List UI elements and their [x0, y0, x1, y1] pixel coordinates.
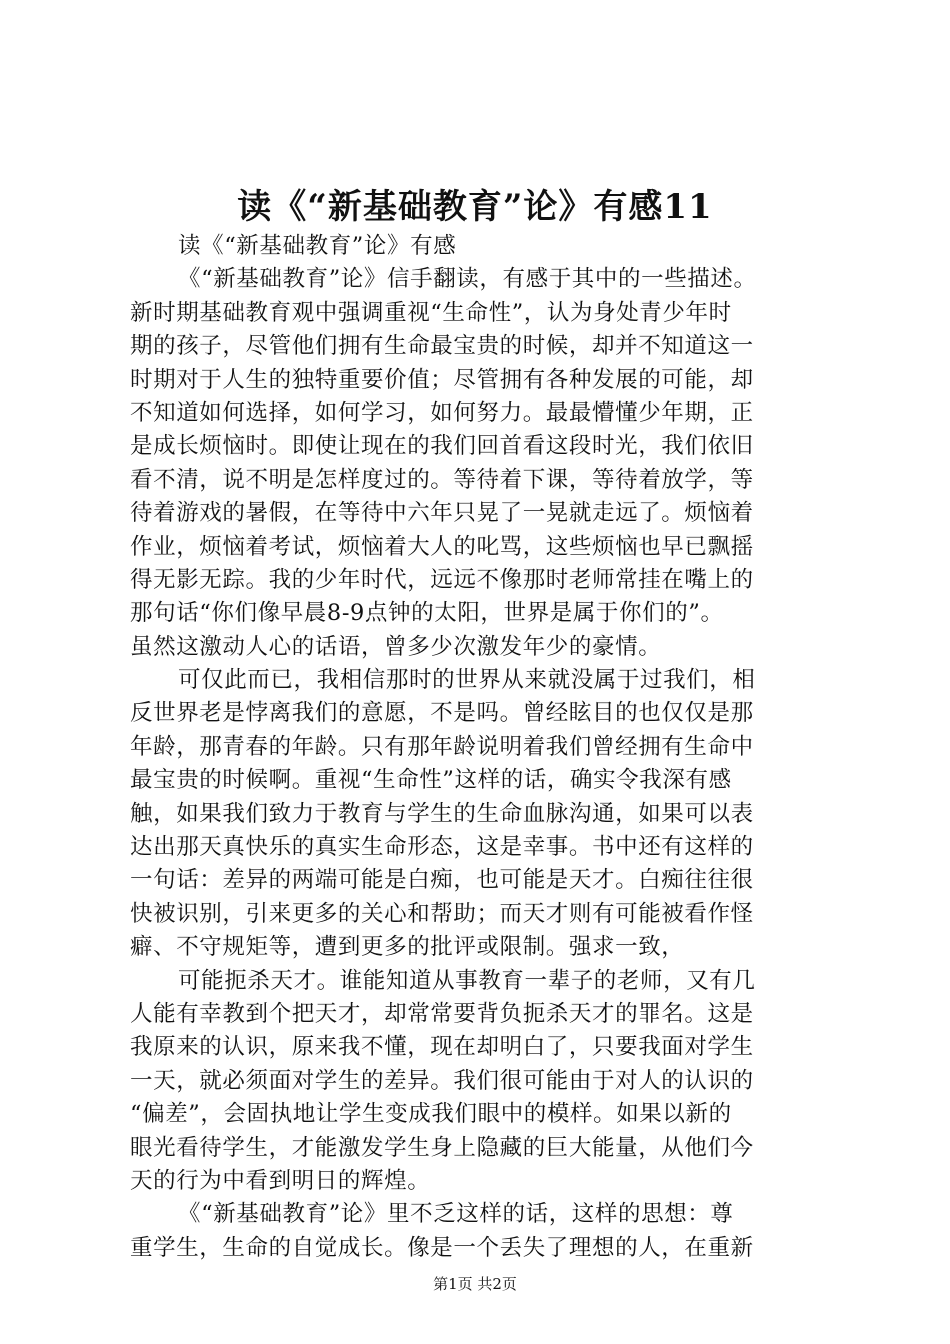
- text-line: 最宝贵的时候啊。重视“生命性”这样的话，确实令我深有感: [130, 767, 732, 794]
- text-line: 一天，就必须面对学生的差异。我们很可能由于对人的认识的: [130, 1067, 754, 1094]
- text-line: 新时期基础教育观中强调重视“生命性”，认为身处青少年时: [130, 299, 732, 326]
- text-line: 时期对于人生的独特重要价值；尽管拥有各种发展的可能，却: [130, 366, 754, 393]
- text-line: 眼光看待学生，才能激发学生身上隐藏的巨大能量，从他们今: [130, 1134, 754, 1161]
- text-line: 是成长烦恼时。即使让现在的我们回首看这段时光，我们依旧: [130, 433, 754, 460]
- text-line: 天的行为中看到明日的辉煌。: [130, 1167, 431, 1194]
- document-title: 读《“新基础教育”论》有感11: [237, 187, 713, 227]
- text-line: 《“新基础教育”论》里不乏这样的话，这样的思想：尊: [178, 1201, 734, 1228]
- text-line: 达出那天真快乐的真实生命形态，这是幸事。书中还有这样的: [130, 834, 754, 861]
- text-line: 可能扼杀天才。谁能知道从事教育一辈子的老师，又有几: [178, 967, 756, 994]
- text-line: 看不清，说不明是怎样度过的。等待着下课，等待着放学，等: [130, 466, 754, 493]
- text-line: 得无影无踪。我的少年时代，远远不像那时老师常挂在嘴上的: [130, 566, 754, 593]
- text-line: 癖、不守规矩等，遭到更多的批评或限制。强求一致，: [130, 934, 685, 961]
- text-line: 可仅此而已，我相信那时的世界从来就没属于过我们，相: [178, 667, 756, 694]
- text-line: 我原来的认识，原来我不懂，现在却明白了，只要我面对学生: [130, 1034, 754, 1061]
- text-line: 一句话：差异的两端可能是白痴，也可能是天才。白痴往往很: [130, 867, 754, 894]
- text-line: 快被识别，引来更多的关心和帮助；而天才则有可能被看作怪: [130, 900, 754, 927]
- page-footer: 第1页 共2页: [433, 1275, 517, 1293]
- text-line: “偏差”，会固执地让学生变成我们眼中的模样。如果以新的: [130, 1101, 732, 1128]
- text-line: 重学生，生命的自觉成长。像是一个丢失了理想的人，在重新: [130, 1234, 754, 1261]
- document-body: [130, 230, 850, 1265]
- text-line: 年龄，那青春的年龄。只有那年龄说明着我们曾经拥有生命中: [130, 733, 754, 760]
- text-line: 反世界老是悖离我们的意愿，不是吗。曾经眩目的也仅仅是那: [130, 700, 754, 727]
- text-line: 期的孩子，尽管他们拥有生命最宝贵的时候，却并不知道这一: [130, 333, 754, 360]
- text-line: 那句话“你们像早晨8-9点钟的太阳，世界是属于你们的”。: [130, 600, 724, 627]
- text-line: 作业，烦恼着考试，烦恼着大人的叱骂，这些烦恼也早已飘摇: [130, 533, 754, 560]
- text-line: 《“新基础教育”论》信手翻读，有感于其中的一些描述。: [178, 266, 757, 293]
- text-line: 待着游戏的暑假，在等待中六年只晃了一晃就走远了。烦恼着: [130, 500, 754, 527]
- text-line: 不知道如何选择，如何学习，如何努力。最最懵懂少年期，正: [130, 399, 754, 426]
- text-line: 人能有幸教到个把天才，却常常要背负扼杀天才的罪名。这是: [130, 1000, 754, 1027]
- text-line: 读《“新基础教育”论》有感: [178, 233, 457, 259]
- text-line: 触，如果我们致力于教育与学生的生命血脉沟通，如果可以表: [130, 800, 754, 827]
- text-line: 虽然这激动人心的话语，曾多少次激发年少的豪情。: [130, 633, 662, 660]
